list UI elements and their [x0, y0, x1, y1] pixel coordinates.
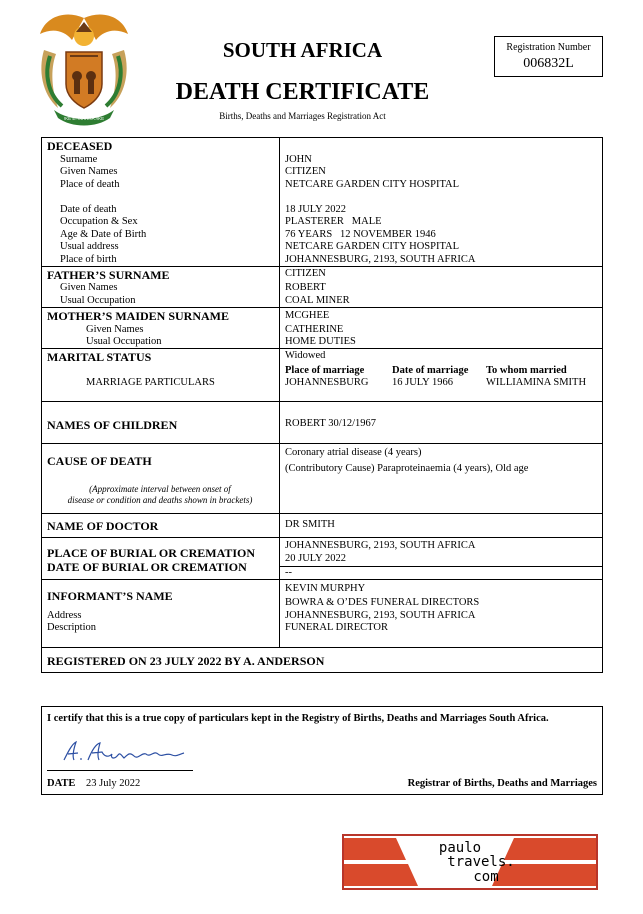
page-title: DEATH CERTIFICATE	[175, 79, 430, 105]
signature-line	[47, 770, 193, 771]
cause-note-line2: disease or condition and deaths shown in brackets)	[67, 495, 253, 505]
cause-line2: (Contributory Cause) Paraproteinaemia (4 years), Old age	[285, 463, 529, 474]
marriage-whom-header: To whom married	[486, 365, 567, 376]
doctor-value: DR SMITH	[285, 519, 335, 530]
column-divider	[279, 137, 280, 648]
row-divider	[41, 401, 602, 402]
children-value: ROBERT 30/12/1967	[285, 418, 377, 429]
mother-occupation: HOME DUTIES	[285, 336, 356, 347]
burial-date-value: 20 JULY 2022	[285, 553, 346, 564]
doctor-heading: NAME OF DOCTOR	[47, 519, 159, 533]
coat-of-arms-icon	[36, 10, 132, 128]
label-occupation-sex: Occupation & Sex	[60, 216, 138, 227]
registration-label: Registration Number	[506, 42, 591, 53]
marital-heading: MARITAL STATUS	[47, 350, 152, 364]
label-place-of-death: Place of death	[60, 179, 120, 190]
watermark-logo	[342, 834, 598, 890]
informant-address: JOHANNESBURG, 2193, SOUTH AFRICA	[285, 610, 476, 621]
burial-date-heading: DATE OF BURIAL OR CREMATION	[47, 560, 247, 574]
mother-given-label: Given Names	[86, 324, 144, 335]
cause-heading: CAUSE OF DEATH	[47, 454, 152, 468]
label-given-names: Given Names	[60, 166, 118, 177]
value-given-names: CITIZEN	[285, 166, 326, 177]
mother-surname: MCGHEE	[285, 310, 330, 321]
certify-date-label: DATE	[47, 778, 76, 789]
marriage-date-value: 16 JULY 1966	[392, 377, 453, 388]
father-heading: FATHER’S SURNAME	[47, 268, 170, 282]
row-divider	[41, 513, 602, 514]
label-age-dob: Age & Date of Birth	[60, 229, 147, 240]
marriage-particulars-label: MARRIAGE PARTICULARS	[86, 377, 215, 388]
value-age-dob: 76 YEARS 12 NOVEMBER 1946	[285, 229, 436, 240]
coat-of-arms	[36, 10, 132, 128]
row-divider	[41, 443, 602, 444]
cause-line1: Coronary atrial disease (4 years)	[285, 447, 422, 458]
burial-place-value: JOHANNESBURG, 2193, SOUTH AFRICA	[285, 540, 476, 551]
row-divider	[41, 537, 602, 538]
informant-heading: INFORMANT’S NAME	[47, 589, 173, 603]
value-place-of-birth: JOHANNESBURG, 2193, SOUTH AFRICA	[285, 254, 476, 265]
row-divider	[279, 566, 602, 567]
row-divider	[41, 647, 602, 648]
father-occupation-label: Usual Occupation	[60, 295, 136, 306]
father-given-names: ROBERT	[285, 282, 326, 293]
certify-date-value: 23 July 2022	[86, 778, 141, 789]
label-usual-address: Usual address	[60, 241, 119, 252]
registration-box	[494, 36, 603, 77]
marriage-whom-value: WILLIAMINA SMITH	[486, 377, 587, 388]
marital-status-value: Widowed	[285, 350, 326, 361]
value-date-of-death: 18 JULY 2022	[285, 204, 346, 215]
value-place-of-death: NETCARE GARDEN CITY HOSPITAL	[285, 179, 460, 190]
burial-extra-value: --	[285, 567, 292, 578]
registered-line: REGISTERED ON 23 JULY 2022 BY A. ANDERSON	[47, 654, 325, 668]
informant-description-label: Description	[47, 622, 96, 633]
mother-occupation-label: Usual Occupation	[86, 336, 162, 347]
watermark-line3: com	[473, 869, 499, 885]
marriage-place-value: JOHANNESBURG	[285, 377, 369, 388]
value-usual-address: NETCARE GARDEN CITY HOSPITAL	[285, 241, 460, 252]
label-surname: Surname	[60, 154, 98, 165]
signature	[60, 738, 190, 766]
cause-note-line1: (Approximate interval between onset of	[89, 484, 231, 494]
value-occupation-sex: PLASTERER MALE	[285, 216, 382, 227]
burial-place-heading: PLACE OF BURIAL OR CREMATION	[47, 546, 256, 560]
watermark-line2: travels.	[447, 854, 515, 870]
informant-address-label: Address	[47, 610, 82, 621]
registration-number: 006832L	[523, 56, 574, 71]
mother-heading: MOTHER’S MAIDEN SURNAME	[47, 309, 230, 323]
father-surname: CITIZEN	[285, 268, 326, 279]
label-date-of-death: Date of death	[60, 204, 117, 215]
informant-company: BOWRA & O’DES FUNERAL DIRECTORS	[285, 597, 480, 608]
registrar-title: Registrar of Births, Deaths and Marriages	[407, 778, 597, 789]
label-place-of-birth: Place of birth	[60, 254, 117, 265]
country-heading: SOUTH AFRICA	[222, 38, 383, 62]
watermark-line1: paulo	[438, 840, 482, 856]
father-occupation: COAL MINER	[285, 295, 350, 306]
value-surname: JOHN	[285, 154, 312, 165]
children-heading: NAMES OF CHILDREN	[47, 418, 178, 432]
row-divider	[41, 579, 602, 580]
svg-text:!KE E: /XARRA //KE: !KE E: /XARRA //KE	[63, 116, 105, 121]
marriage-place-header: Place of marriage	[285, 365, 365, 376]
marriage-date-header: Date of marriage	[392, 365, 469, 376]
certify-text: I certify that this is a true copy of particulars kept in the Registry of Births, Deaths and Marriages South Africa.	[47, 713, 549, 724]
informant-description: FUNERAL DIRECTOR	[285, 622, 388, 633]
informant-name: KEVIN MURPHY	[285, 583, 366, 594]
act-subtitle: Births, Deaths and Marriages Registration Act	[219, 111, 386, 121]
father-given-label: Given Names	[60, 282, 118, 293]
signature-icon	[60, 738, 190, 766]
deceased-heading: DECEASED	[47, 139, 113, 153]
mother-given-names: CATHERINE	[285, 324, 344, 335]
